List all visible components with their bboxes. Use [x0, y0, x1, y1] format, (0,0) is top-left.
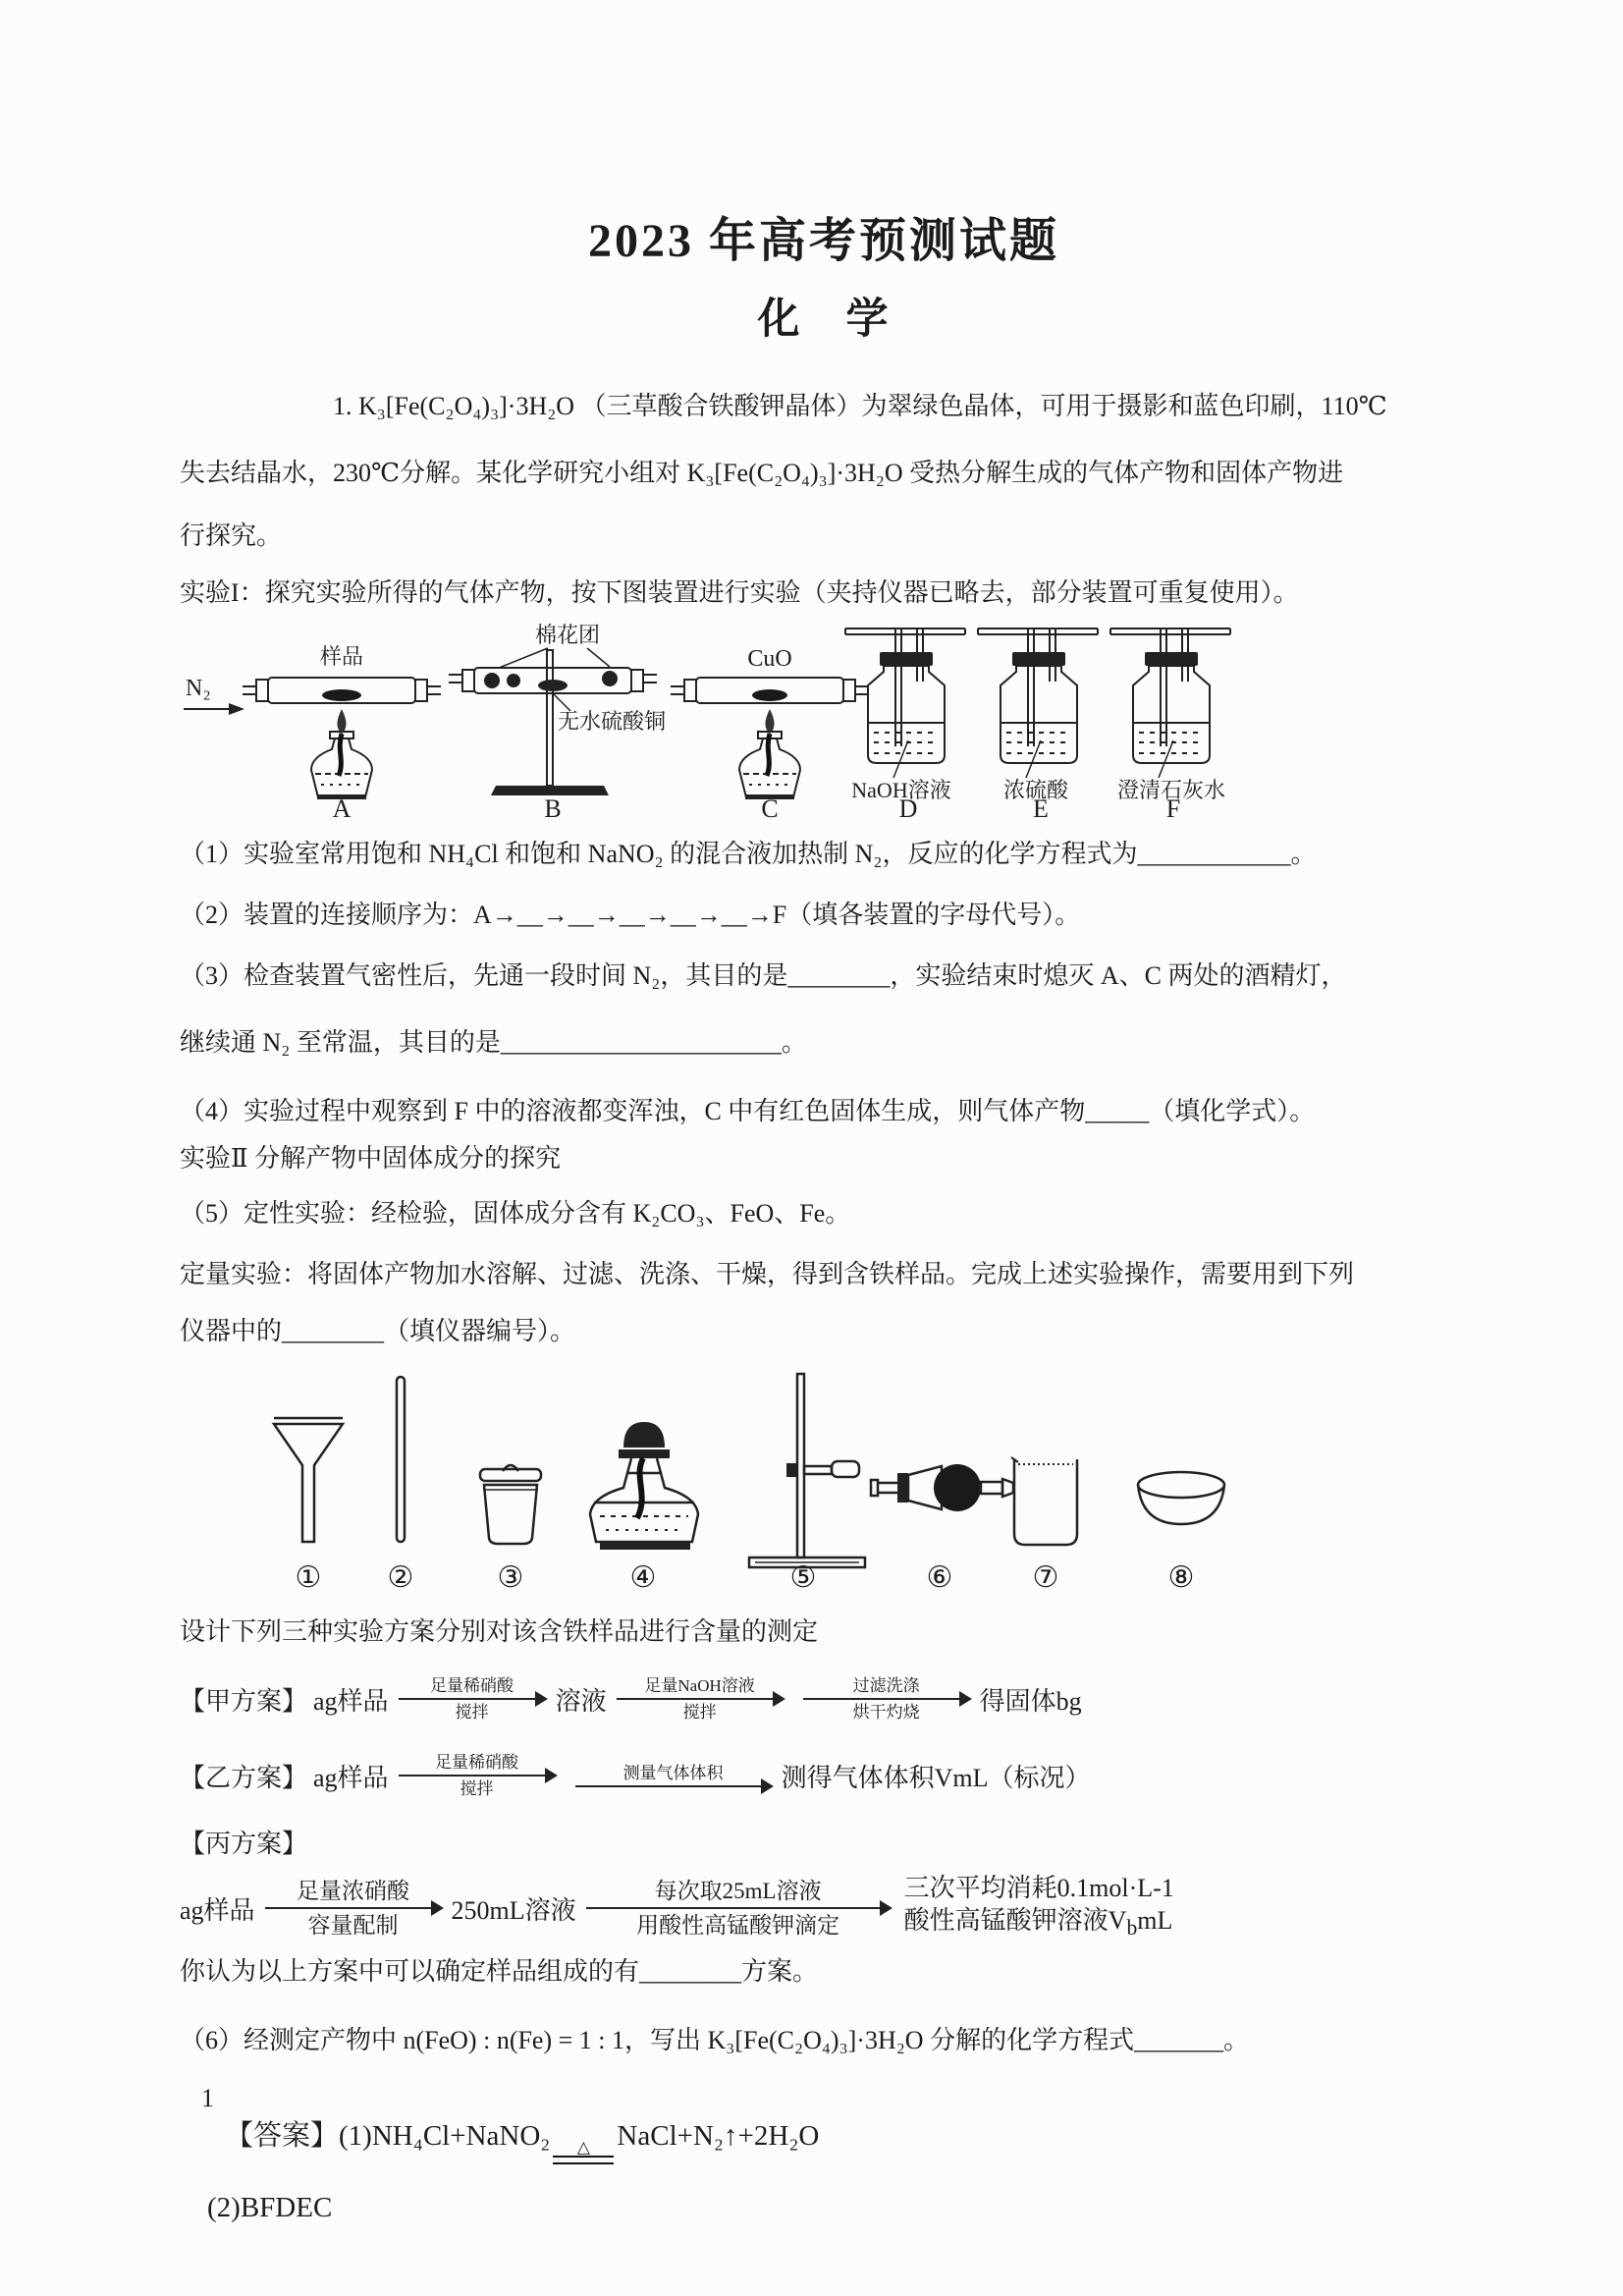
reaction-arrow: [617, 1675, 784, 1722]
result-line2-pre: 酸性高锰酸钾溶液V: [903, 1906, 1127, 1935]
arrow-shaft: [617, 1698, 784, 1700]
instrument-number-2: ②: [387, 1561, 414, 1594]
intro-line-3: 行探究。: [180, 521, 283, 550]
apparatus-f: [1110, 629, 1230, 819]
instrument-glass-rod: [397, 1377, 405, 1542]
quantitative-line1: 定量实验：将固体产物加水溶解、过滤、洗涤、干燥，得到含铁样品。完成上述实验操作，需要用到下列: [180, 1260, 1355, 1288]
cuso4-solid: [538, 680, 568, 691]
intro-line-2: 失去结晶水，230℃分解。某化学研究小组对 K₃[Fe(C₂O₄)₃]·3H₂O 受热分解生成的气体产物和固体产物进: [180, 459, 1344, 487]
arrow-shaft: [399, 1775, 556, 1777]
heating-condition: [553, 2140, 614, 2164]
arrow-top-label: 过滤洗涤: [852, 1676, 920, 1695]
cuso4-label: 无水硫酸铜: [558, 709, 667, 734]
apparatus-letter-e: E: [1033, 794, 1049, 819]
answer-line2: (2)BFDEC: [207, 2192, 333, 2224]
arrow-bottom-label: 用酸性高锰酸钾滴定: [636, 1913, 840, 1939]
h2so4-label: 浓硫酸: [1002, 778, 1069, 802]
scheme-bing: [180, 1872, 1468, 1944]
apparatus-diagram: [180, 623, 1466, 819]
instrument-number-8: ⑧: [1167, 1561, 1195, 1594]
reaction-arrow: [586, 1877, 891, 1940]
cotton-right: [602, 671, 618, 686]
scheme-bing-label: 【丙方案】: [180, 1830, 308, 1858]
page-content: [180, 0, 1468, 2224]
page-number: 1: [201, 2084, 214, 2112]
instrument-iron-stand: [749, 1374, 865, 1567]
question-3-line1: （3）检查装置气密性后，先通一段时间 N₂，其目的是________，实验结束时熄灭 A、C 两处的酒精灯，: [180, 961, 1347, 990]
result-line2-post: mL: [1137, 1906, 1173, 1935]
cotton-left: [484, 673, 500, 688]
naoh-label: NaOH溶液: [851, 778, 951, 802]
instrument-funnel: [274, 1418, 343, 1542]
question-5: （5）定性实验：经检验，固体成分含有 K₂CO₃、FeO、Fe。: [180, 1199, 851, 1228]
subject-title: 化 学: [757, 297, 891, 343]
instrument-number-4: ④: [629, 1561, 657, 1594]
scheme-jia-mid: 溶液: [555, 1686, 607, 1716]
cuo-label: CuO: [747, 646, 792, 672]
instrument-bulb-connector: [871, 1464, 1013, 1511]
instrument-beaker: [1011, 1457, 1077, 1545]
arrow-top-label: 足量稀硝酸: [435, 1753, 519, 1772]
answer-eq-left: (1)NH₄Cl+NaNO₂: [339, 2120, 551, 2153]
intro-line-4: 实验I：探究实验所得的气体产物，按下图装置进行实验（夹持仪器已略去，部分装置可重复使用）。: [180, 578, 1299, 607]
scheme-conclusion: 你认为以上方案中可以确定样品组成的有________方案。: [180, 1957, 819, 1987]
question-1: （1）实验室常用饱和 NH₄Cl 和饱和 NaNO₂ 的混合液加热制 N₂，反应的化学方程式为____________。: [180, 840, 1317, 868]
arrow-shaft: [265, 1907, 442, 1909]
page-title: 2023 年高考预测试题: [587, 215, 1059, 267]
arrow-bottom-label: 烘干灼烧: [852, 1703, 920, 1722]
design-intro: 设计下列三种实验方案分别对该含铁样品进行含量的测定: [180, 1617, 819, 1646]
n2-arrow-icon: [229, 703, 244, 715]
apparatus-letter-b: B: [544, 794, 562, 819]
apparatus-letter-d: D: [898, 794, 918, 819]
instrument-alcohol-lamp: [590, 1422, 698, 1550]
answer-eq-right: NaCl+N₂↑+2H₂O: [617, 2120, 820, 2153]
apparatus-d: [845, 629, 965, 819]
instrument-number-6: ⑥: [926, 1561, 953, 1594]
instruments-diagram: [184, 1369, 1323, 1597]
apparatus-letter-a: A: [332, 794, 352, 819]
cotton-label: 棉花团: [534, 623, 601, 647]
arrow-top-label: 足量稀硝酸: [430, 1676, 514, 1695]
quantitative-line2: 仪器中的________（填仪器编号）。: [180, 1317, 576, 1345]
arrow-bottom-label: 搅拌: [682, 1703, 717, 1722]
scheme-jia-label: 【甲方案】: [180, 1686, 308, 1716]
scheme-bing-start: ag样品: [180, 1895, 255, 1925]
apparatus-b: [449, 623, 666, 819]
apparatus-c: [671, 646, 869, 819]
scheme-jia-start: ag样品: [313, 1686, 389, 1716]
scheme-yi-result: 测得气体体积VmL（标况）: [781, 1763, 1091, 1792]
arrow-top-label: 每次取25mL溶液: [654, 1879, 822, 1904]
arrow-shaft: [586, 1907, 891, 1909]
instrument-weighing-bottle: [480, 1465, 541, 1544]
instrument-number-1: ①: [295, 1561, 322, 1594]
scheme-jia: [180, 1675, 1468, 1722]
scheme-jia-result: 得固体bg: [979, 1686, 1082, 1716]
limewater-label: 澄清石灰水: [1116, 778, 1226, 802]
instrument-evaporating-dish: [1138, 1472, 1224, 1524]
scheme-bing-result-line2: [904, 1904, 1174, 1944]
cuo-solid: [752, 689, 787, 701]
sample-solid: [322, 689, 361, 701]
arrow-top-label: 测量气体体积: [622, 1763, 724, 1782]
reaction-arrow: [265, 1877, 442, 1940]
n2-label: N₂: [186, 676, 211, 701]
sample-label: 样品: [319, 644, 364, 669]
apparatus-letter-f: F: [1165, 794, 1181, 819]
scheme-bing-result: [904, 1872, 1174, 1944]
question-2: （2）装置的连接顺序为：A→__→__→__→__→__→F（填各装置的字母代号）。: [180, 901, 1081, 929]
instrument-number-5: ⑤: [789, 1561, 817, 1594]
scheme-bing-mid: 250mL溶液: [451, 1895, 576, 1925]
question-6: （6）经测定产物中 n(FeO) : n(Fe) = 1 : 1，写出 K₃[Fe(C₂O₄)₃]·3H₂O 分解的化学方程式_______。: [180, 2026, 1250, 2055]
reaction-arrow: [399, 1752, 556, 1799]
experiment-2-title: 实验Ⅱ 分解产物中固体成分的探究: [180, 1144, 562, 1173]
double-equals-line: [553, 2156, 614, 2164]
arrow-bottom-label: 容量配制: [307, 1913, 399, 1939]
arrow-top-label: 足量浓硝酸: [297, 1879, 410, 1904]
scheme-yi-label: 【乙方案】: [180, 1763, 308, 1792]
arrow-bottom-label: 搅拌: [455, 1703, 489, 1722]
reaction-arrow: [575, 1763, 772, 1789]
answer-label: 【答案】: [225, 2120, 340, 2153]
question-3-line2: 继续通 N₂ 至常温，其目的是______________________。: [180, 1028, 807, 1057]
instrument-number-3: ③: [497, 1561, 524, 1594]
apparatus-e: [978, 629, 1098, 819]
question-4: （4）实验过程中观察到 F 中的溶液都变浑浊，C 中有红色固体生成，则气体产物_____（填化学式）。: [180, 1097, 1316, 1125]
intro-line-1: 1. K₃[Fe(C₂O₄)₃]·3H₂O （三草酸合铁酸钾晶体）为翠绿色晶体，可用于摄影和蓝色印刷，110℃: [333, 392, 1387, 420]
arrow-bottom-label: 搅拌: [460, 1779, 494, 1798]
arrow-top-label: 足量NaOH溶液: [644, 1676, 755, 1695]
apparatus-a: [184, 644, 441, 819]
reaction-arrow: [803, 1675, 970, 1722]
arrow-shaft: [803, 1698, 970, 1700]
scheme-bing-result-line1: 三次平均消耗0.1mol·L-1: [903, 1874, 1174, 1902]
answer-line1: [225, 2113, 1468, 2164]
arrow-shaft: [399, 1698, 546, 1700]
arrow-shaft: [575, 1785, 772, 1787]
apparatus-letter-c: C: [761, 794, 779, 819]
reaction-arrow: [399, 1675, 546, 1722]
instrument-number-7: ⑦: [1032, 1561, 1059, 1594]
scheme-yi: [180, 1752, 1468, 1799]
result-line2-sub: b: [1126, 1916, 1138, 1941]
delta-icon: △: [576, 2138, 590, 2158]
scheme-yi-start: ag样品: [313, 1763, 389, 1792]
